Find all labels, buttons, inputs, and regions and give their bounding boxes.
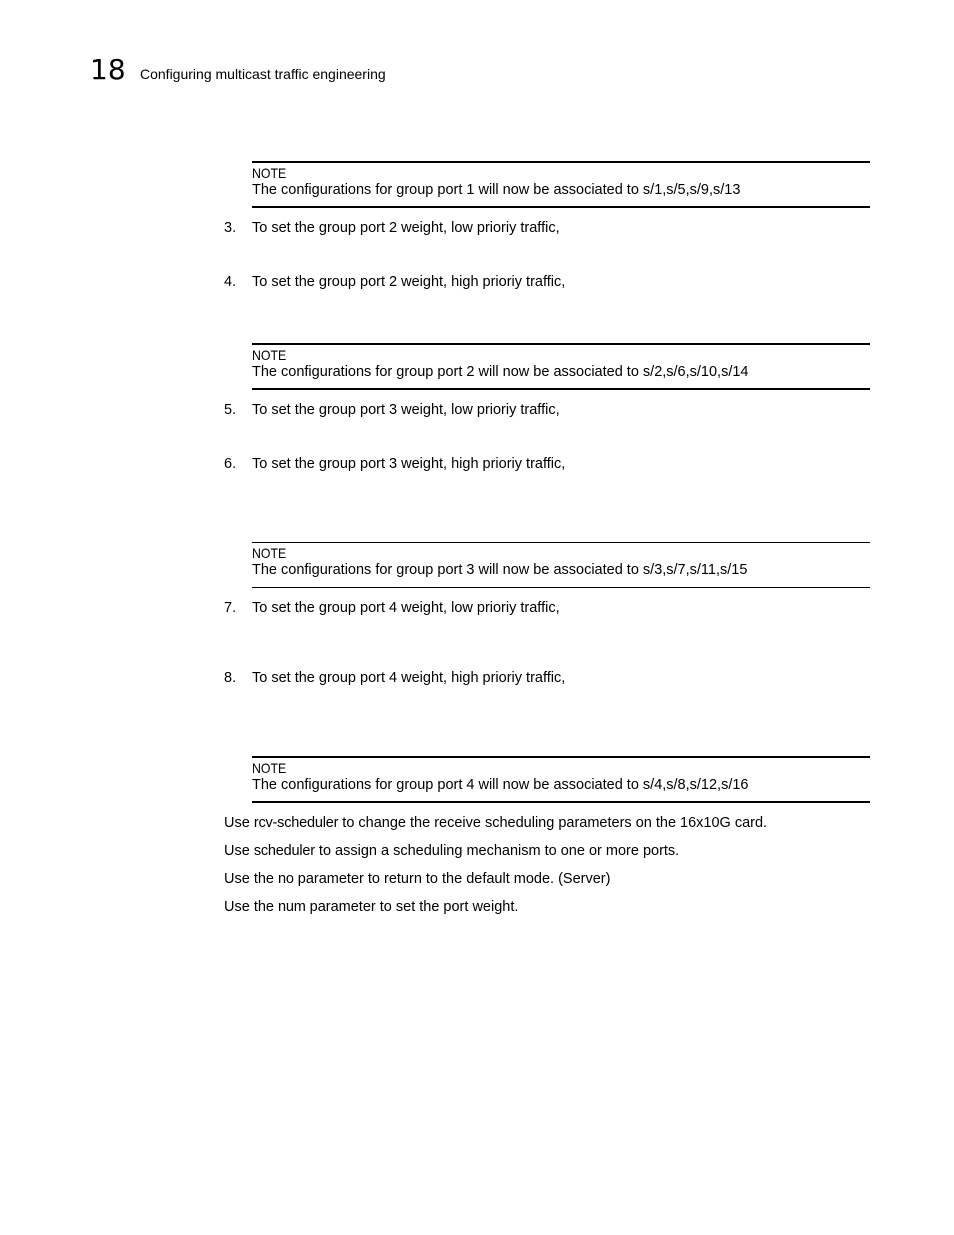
usage-paragraph: [224, 898, 518, 916]
usage-text: Use the: [224, 899, 278, 915]
note-text: The configurations for group port 3 will now be associated to s/3,s/7,s/11,s/15: [252, 562, 748, 578]
note-box: [252, 756, 870, 803]
usage-text: parameter to set the port weight.: [305, 899, 519, 915]
usage-text: to assign a scheduling mechanism to one or more ports.: [314, 843, 680, 859]
step-item: [224, 219, 560, 237]
step-text: To set the group port 3 weight, high prioriy traffic,: [252, 456, 566, 472]
step-number: 5.: [224, 402, 237, 418]
command-keyword: rcv-scheduler: [253, 815, 339, 831]
step-number: 3.: [224, 220, 237, 236]
step-number: 6.: [224, 456, 237, 472]
step-number: 8.: [224, 670, 237, 686]
usage-text: Use: [224, 843, 254, 859]
note-label: NOTE: [252, 760, 287, 776]
note-label: NOTE: [252, 347, 287, 363]
note-text: The configurations for group port 4 will now be associated to s/4,s/8,s/12,s/16: [252, 777, 749, 793]
note-label: NOTE: [252, 165, 287, 181]
usage-text: parameter to return to the default mode. (Server): [293, 871, 611, 887]
step-item: [224, 599, 560, 617]
note-box: [252, 542, 870, 588]
usage-text: Use: [224, 815, 254, 831]
step-item: [224, 669, 565, 687]
step-text: To set the group port 2 weight, low prioriy traffic,: [252, 220, 560, 236]
usage-paragraph: [224, 870, 610, 888]
command-keyword: no: [278, 871, 294, 887]
command-keyword: num: [278, 899, 306, 915]
step-item: [224, 401, 560, 419]
usage-text: Use the: [224, 871, 278, 887]
chapter-title: Configuring multicast traffic engineering: [140, 66, 386, 82]
command-keyword: scheduler: [253, 843, 315, 859]
step-text: To set the group port 4 weight, low prioriy traffic,: [252, 600, 560, 616]
step-item: [224, 455, 565, 473]
step-text: To set the group port 2 weight, high prioriy traffic,: [252, 274, 566, 290]
chapter-number: 18: [90, 53, 126, 86]
step-number: 7.: [224, 600, 237, 616]
step-number: 4.: [224, 274, 237, 290]
note-box: [252, 161, 870, 208]
usage-text: to change the receive scheduling parameters on the 16x10G card.: [338, 815, 768, 831]
step-item: [224, 273, 565, 291]
note-box: [252, 343, 870, 390]
note-label: NOTE: [252, 545, 287, 561]
step-text: To set the group port 4 weight, high prioriy traffic,: [252, 670, 566, 686]
usage-paragraph: [224, 814, 767, 832]
note-text: The configurations for group port 1 will now be associated to s/1,s/5,s/9,s/13: [252, 182, 741, 198]
step-text: To set the group port 3 weight, low prioriy traffic,: [252, 402, 560, 418]
usage-paragraph: [224, 842, 679, 860]
note-text: The configurations for group port 2 will now be associated to s/2,s/6,s/10,s/14: [252, 364, 749, 380]
